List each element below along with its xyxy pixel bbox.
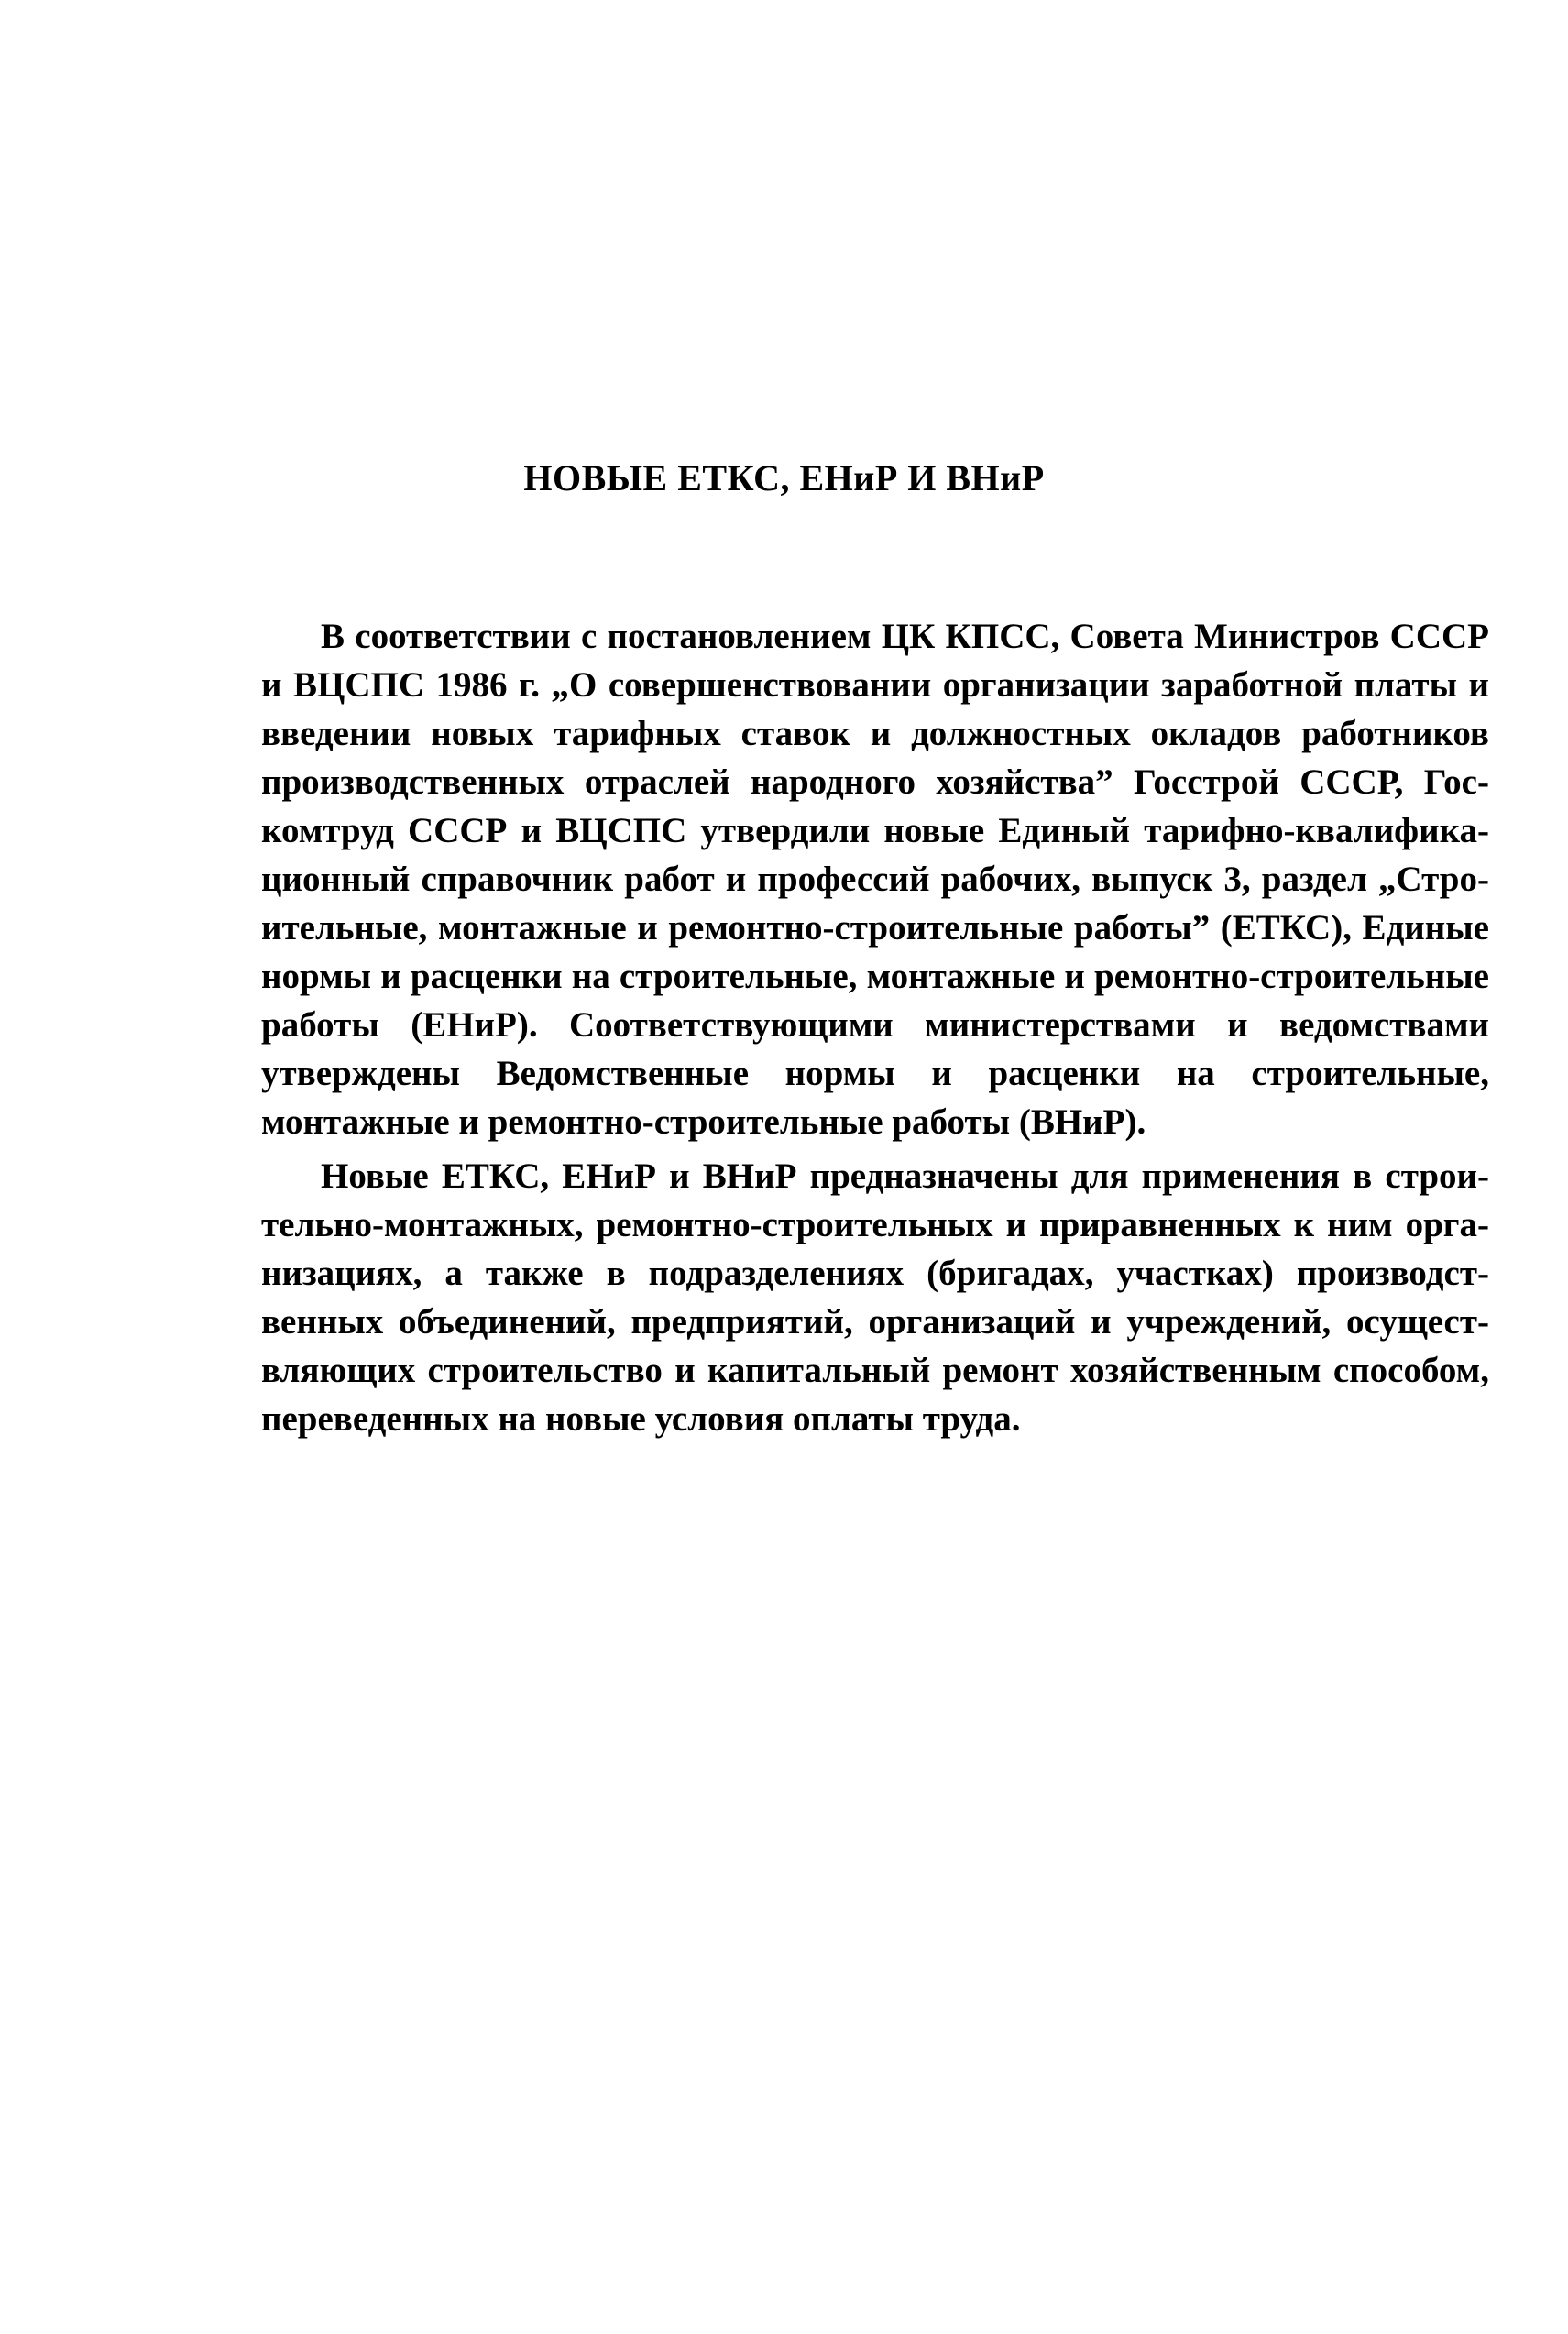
document-body <box>261 612 1489 1443</box>
paragraph-decree: В соответствии с постановлением ЦК КПСС, Совета Министров СССР и ВЦСПС 1986 г. „О совершенствовании организации заработной платы и введении новых тарифных ставок и должностных окладов работников производственных отраслей народного хозяйства” Госстрой СССР, Госкомтруд СССР и ВЦСПС утвердили новые Единый тарифно-квалификационный справочник работ и профессий рабочих, выпуск 3, раздел „Строительные, монтажные и ремонтно-строительные работы” (ЕТКС), Единые нормы и расценки на строительные, монтажные и ремонтно-строительные работы (ЕНиР). Соответствующими министерствами и ведомствами утверждены Ведомственные нормы и расценки на строительные, монтажные и ремонтно-строительные работы (ВНиР). <box>261 617 1489 1142</box>
paragraph-applicability: Новые ЕТКС, ЕНиР и ВНиР предназначены для применения в строительно-монтажных, ремонтно-строительных и приравненных к ним организациях, а также в подразделениях (бригадах, участках) производственных объединений, предприятий, организаций и учреждений, осуществляющих строительство и капитальный ремонт хозяйственным способом, переведенных на новые условия оплаты труда. <box>261 1156 1489 1439</box>
document-heading: НОВЫЕ ЕТКС, ЕНиР И ВНиР <box>523 457 1045 499</box>
